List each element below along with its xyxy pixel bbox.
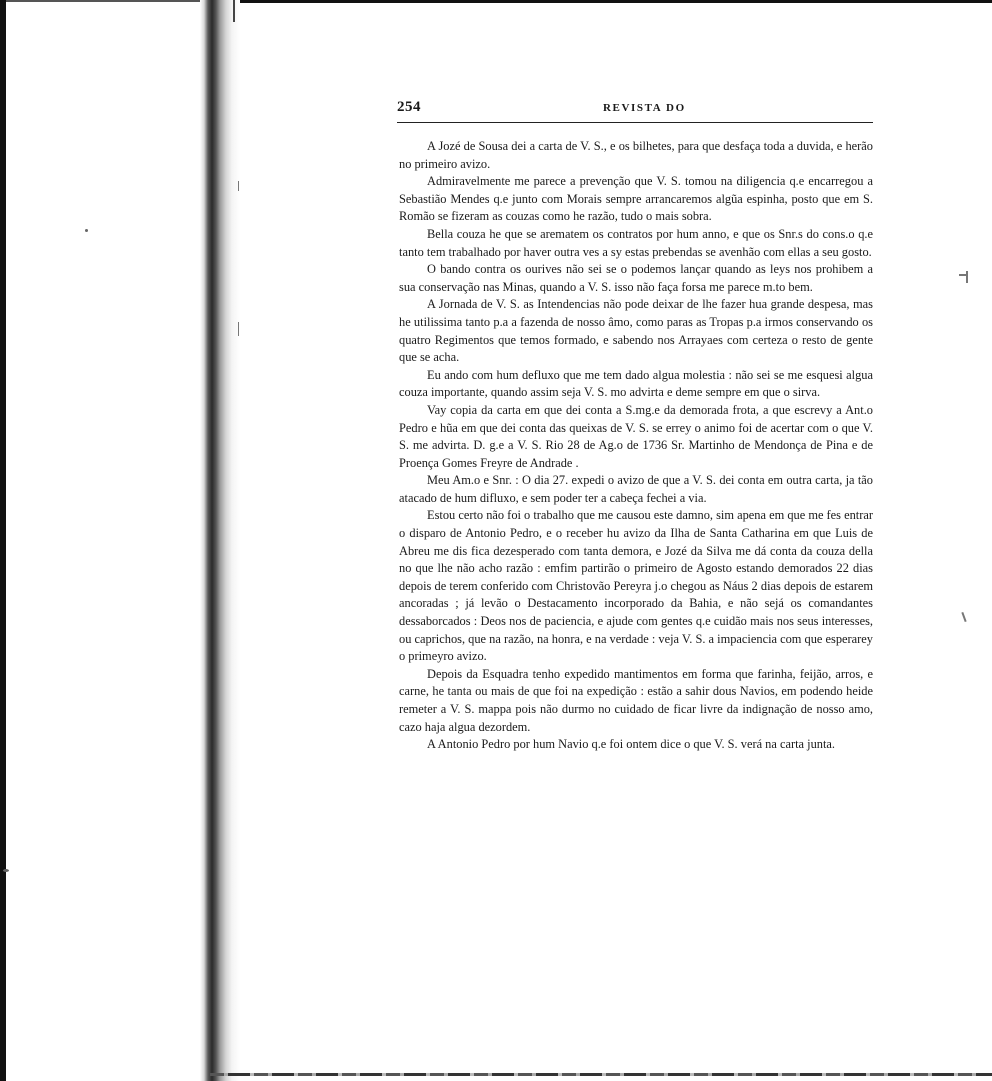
margin-mark bbox=[961, 612, 966, 622]
paragraph: Depois da Esquadra tenho expedido mantimentos em forma que farinha, feijão, arros, e carne, he tanta ou mais de que foi na expedição : estão a sahir dous Navios, em podendo heide remeter a V. S. mappa pois não durmo no cuidado de ficar livre da indignação de nosso amo, cazo haja algua dezordem. bbox=[399, 666, 873, 734]
page-number: 254 bbox=[397, 99, 421, 115]
paragraph: O bando contra os ourives não sei se o podemos lançar quando as leys nos prohibem a sua conservação nas Minas, quando a V. S. isso não faça forsa me parece m.to bem. bbox=[399, 262, 873, 294]
paragraph: Estou certo não foi o trabalho que me causou este damno, sim apena em que me fes entrar o disparo de Antonio Pedro, e o receber hu avizo da Ilha de Santa Catharina em que Luis de Abreu me dis fica dezesperado com tanta demora, e Jozé da Silva me dá conta da couza della no que lhe não acho razão : emfim partirão o primeiro de Agosto estando demorados 22 dias depois de terem conferido com Christovão Pereyra j.o chegou as Náus 2 dias depois de estarem ancoradas ; já levão o Destacamento incorporado da Bahia, e não sejá os comandantes dessaborcados : Deos nos de paciencia, e ajude com gentes q.e cuidão mais nos seus interesses, ou caprichos, que na razão, na honra, e na verdade : veja V. S. a impaciencia com que esperarey o primeyro avizo. bbox=[399, 508, 873, 664]
paragraph: A Antonio Pedro por hum Navio q.e foi ontem dice o que V. S. verá na carta junta. bbox=[427, 737, 836, 752]
paragraph: Meu Am.o e Snr. : O dia 27. expedi o avizo de que a V. S. dei conta em outra carta, ja tão atacado de hum difluxo, e sem poder ter a cabeça fechei a via. bbox=[399, 473, 873, 505]
paragraph: A Jozé de Sousa dei a carta de V. S., e os bilhetes, para que desfaça toda a duvida, e herão no primeiro avizo. bbox=[399, 139, 873, 171]
margin-speck bbox=[3, 869, 9, 872]
scan-edge-bottom bbox=[210, 1073, 992, 1076]
margin-mark bbox=[238, 322, 239, 336]
spine-mark bbox=[233, 0, 235, 22]
margin-mark bbox=[966, 271, 968, 283]
scan-gutter bbox=[0, 0, 6, 1081]
book-spine-shadow bbox=[200, 0, 240, 1081]
paragraph: Admiravelmente me parece a prevenção que V. S. tomou na diligencia q.e encarregou a Sebastião Mendes q.e junto com Morais sempre arrancaremos algũa espinha, posto que em S. Romão se fizeram as couzas como he razão, tudo o mais sobra. bbox=[399, 174, 873, 224]
header-rule bbox=[397, 122, 873, 123]
margin-speck bbox=[85, 229, 88, 232]
margin-mark bbox=[238, 181, 239, 191]
page-header bbox=[397, 99, 873, 119]
letter-text bbox=[399, 138, 873, 754]
scan-edge-left bbox=[6, 0, 202, 2]
paragraph: Bella couza he que se arematem os contratos por hum anno, e que os Snr.s do cons.o q.e tanto tem trabalhado por haver outra ves a sy estas prebendas se avenhão com ellas a seu gosto. bbox=[399, 226, 873, 259]
running-title: REVISTA DO bbox=[603, 102, 686, 114]
paragraph: Eu ando com hum defluxo que me tem dado algua molestia : não sei se me esquesi algua couza importante, quando assim seja V. S. mo advirta e deme sempre em que o sirva. bbox=[399, 367, 873, 400]
paragraph: A Jornada de V. S. as Intendencias não pode deixar de lhe fazer hua grande despesa, mas he utilissima tanto p.a a fazenda de nosso âmo, como paras as Tropas p.a irmos conservando os quatro Regimentos que temos formado, e sabendo nos Arrayaes com certeza o resto de gente que se acha. bbox=[399, 297, 873, 365]
scan-edge-top bbox=[240, 0, 992, 3]
paragraph: Vay copia da carta em que dei conta a S.mg.e da demorada frota, a que escrevy a Ant.o Pedro e hũa em que dei conta das queixas de V. S. se errey o animo foi de acertar com o que V. S. me advirta. D. g.e a V. S. Rio 28 de Ag.o de 1736 Sr. Martinho de Mendonça de Pina e de Proença Gomes Freyre de Andrade . bbox=[399, 402, 873, 470]
